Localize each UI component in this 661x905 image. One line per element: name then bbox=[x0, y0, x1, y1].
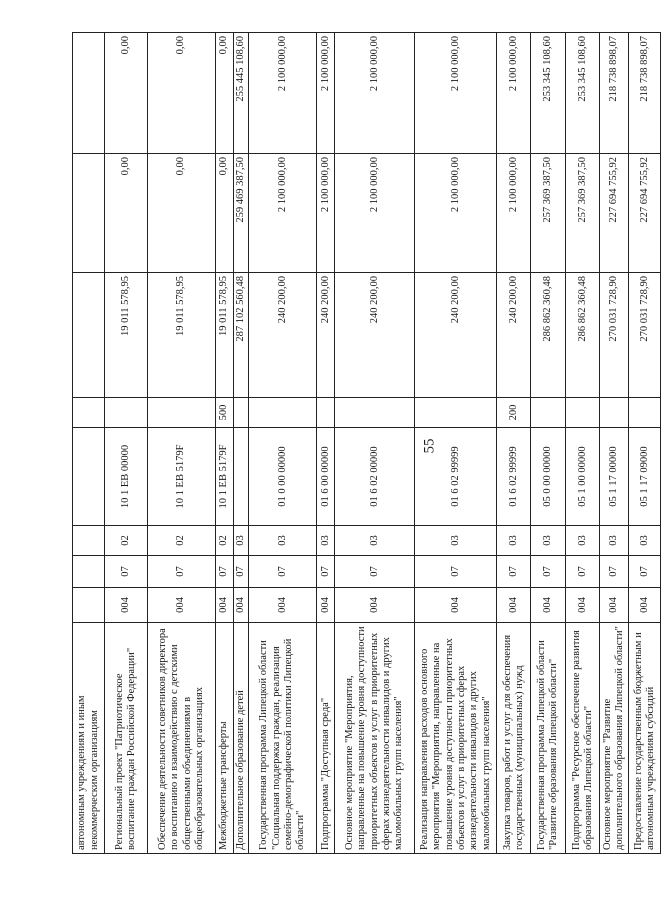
subsection-code: 03 bbox=[249, 526, 317, 556]
expense-type-code: 200 bbox=[497, 398, 531, 428]
subsection-code: 02 bbox=[105, 526, 148, 556]
admin-code: 004 bbox=[335, 588, 415, 623]
amount-year-1 bbox=[73, 273, 105, 398]
subsection-code: 02 bbox=[216, 526, 234, 556]
target-article-code: 01 6 00 00000 bbox=[317, 428, 335, 526]
section-code: 07 bbox=[335, 556, 415, 588]
target-article-code: 01 0 00 00000 bbox=[249, 428, 317, 526]
section-code: 07 bbox=[234, 556, 249, 588]
amount-year-1: 19 011 578,95 bbox=[105, 273, 148, 398]
amount-year-3: 2 100 000,00 bbox=[317, 33, 335, 154]
admin-code: 004 bbox=[317, 588, 335, 623]
amount-year-2: 227 694 755,92 bbox=[600, 154, 629, 273]
admin-code: 004 bbox=[497, 588, 531, 623]
table-row bbox=[234, 33, 249, 854]
amount-year-3: 0,00 bbox=[216, 33, 234, 154]
amount-year-3: 2 100 000,00 bbox=[415, 33, 497, 154]
admin-code: 004 bbox=[566, 588, 600, 623]
amount-year-3: 253 345 108,60 bbox=[531, 33, 566, 154]
target-article-code: 10 1 ЕВ 00000 bbox=[105, 428, 148, 526]
amount-year-1: 240 200,00 bbox=[497, 273, 531, 398]
expense-type-code bbox=[600, 398, 629, 428]
amount-year-1: 240 200,00 bbox=[249, 273, 317, 398]
admin-code: 004 bbox=[148, 588, 216, 623]
target-article-code: 05 1 17 00000 bbox=[600, 428, 629, 526]
target-article-code: 10 1 ЕВ 5179F bbox=[148, 428, 216, 526]
amount-year-3: 218 738 898,07 bbox=[629, 33, 661, 154]
expense-type-code bbox=[629, 398, 661, 428]
target-article-code: 01 6 02 00000 bbox=[335, 428, 415, 526]
section-code: 07 bbox=[531, 556, 566, 588]
subsection-code: 03 bbox=[497, 526, 531, 556]
expense-type-code bbox=[148, 398, 216, 428]
amount-year-3: 2 100 000,00 bbox=[497, 33, 531, 154]
row-name: Предоставление государственным бюджетным и автономным учреждениям субсидий bbox=[629, 623, 661, 854]
expense-type-code bbox=[317, 398, 335, 428]
row-name: автономным учреждениям и иным некоммерческим организациям bbox=[73, 623, 105, 854]
target-article-code bbox=[73, 428, 105, 526]
target-article-code: 01 6 02 99999 bbox=[497, 428, 531, 526]
subsection-code: 03 bbox=[234, 526, 249, 556]
section-code: 07 bbox=[600, 556, 629, 588]
row-name: Государственная программа Липецкой области "Развитие образования Липецкой области" bbox=[531, 623, 566, 854]
row-name: Подпрограмма "Ресурсное обеспечение развития образования Липецкой области" bbox=[566, 623, 600, 854]
row-name: Межбюджетные трансферты bbox=[216, 623, 234, 854]
section-code bbox=[73, 556, 105, 588]
amount-year-3: 255 445 108,60 bbox=[234, 33, 249, 154]
admin-code: 004 bbox=[249, 588, 317, 623]
amount-year-1: 19 011 578,95 bbox=[148, 273, 216, 398]
amount-year-1: 240 200,00 bbox=[415, 273, 497, 398]
row-name: Региональный проект "Патриотическое воспитание граждан Российской Федерации" bbox=[105, 623, 148, 854]
amount-year-2: 227 694 755,92 bbox=[629, 154, 661, 273]
admin-code: 004 bbox=[216, 588, 234, 623]
amount-year-3: 218 738 898,07 bbox=[600, 33, 629, 154]
target-article-code: 05 0 00 00000 bbox=[531, 428, 566, 526]
amount-year-1: 287 102 560,48 bbox=[234, 273, 249, 398]
subsection-code bbox=[73, 526, 105, 556]
row-name: Подпрограмма "Доступная среда" bbox=[317, 623, 335, 854]
admin-code: 004 bbox=[105, 588, 148, 623]
target-article-code: 05 1 17 09000 bbox=[629, 428, 661, 526]
section-code: 07 bbox=[317, 556, 335, 588]
amount-year-1: 286 862 360,48 bbox=[531, 273, 566, 398]
amount-year-3: 0,00 bbox=[105, 33, 148, 154]
target-article-code: 05 1 00 00000 bbox=[566, 428, 600, 526]
section-code: 07 bbox=[216, 556, 234, 588]
subsection-code: 03 bbox=[335, 526, 415, 556]
table-row bbox=[249, 33, 317, 854]
table-row bbox=[629, 33, 661, 854]
target-article-code: 10 1 ЕВ 5179F bbox=[216, 428, 234, 526]
amount-year-2: 2 100 000,00 bbox=[317, 154, 335, 273]
target-article-code: 01 6 02 99999 bbox=[415, 428, 497, 526]
amount-year-2: 2 100 000,00 bbox=[497, 154, 531, 273]
table-row bbox=[148, 33, 216, 854]
table-row bbox=[335, 33, 415, 854]
table-row bbox=[105, 33, 148, 854]
amount-year-1: 19 011 578,95 bbox=[216, 273, 234, 398]
row-name: Реализация направления расходов основного мероприятия "Мероприятия, направленные на повышение уровня доступности приоритетных объектов и услуг в приоритетных сферах жизнедеятельности инвалидов и других маломобильных групп населения" bbox=[415, 623, 497, 854]
expense-type-code bbox=[566, 398, 600, 428]
row-name: Обеспечение деятельности советников директора по воспитанию и взаимодействию с детскими общественными объединениями в общеобразовательных организациях bbox=[148, 623, 216, 854]
amount-year-3: 0,00 bbox=[148, 33, 216, 154]
amount-year-1: 240 200,00 bbox=[317, 273, 335, 398]
amount-year-2: 0,00 bbox=[105, 154, 148, 273]
expense-type-code bbox=[234, 398, 249, 428]
row-name: Государственная программа Липецкой области "Социальная поддержка граждан, реализация семейно-демографической политики Липецкой области" bbox=[249, 623, 317, 854]
row-name: Основное мероприятие "Мероприятия, направленные на повышение уровня доступности приоритетных объектов и услуг в приоритетных сферах жизнедеятельности инвалидов и других маломобильных групп населения" bbox=[335, 623, 415, 854]
expense-type-code bbox=[249, 398, 317, 428]
table-row bbox=[497, 33, 531, 854]
section-code: 07 bbox=[497, 556, 531, 588]
admin-code: 004 bbox=[531, 588, 566, 623]
subsection-code: 03 bbox=[629, 526, 661, 556]
admin-code bbox=[73, 588, 105, 623]
expense-type-code bbox=[73, 398, 105, 428]
section-code: 07 bbox=[566, 556, 600, 588]
subsection-code: 03 bbox=[415, 526, 497, 556]
amount-year-2: 2 100 000,00 bbox=[415, 154, 497, 273]
subsection-code: 03 bbox=[600, 526, 629, 556]
amount-year-3: 2 100 000,00 bbox=[249, 33, 317, 154]
subsection-code: 03 bbox=[317, 526, 335, 556]
table-row bbox=[317, 33, 335, 854]
amount-year-1: 286 862 360,48 bbox=[566, 273, 600, 398]
expense-type-code: 500 bbox=[216, 398, 234, 428]
table-row bbox=[566, 33, 600, 854]
expense-type-code bbox=[531, 398, 566, 428]
section-code: 07 bbox=[148, 556, 216, 588]
table-row bbox=[600, 33, 629, 854]
admin-code: 004 bbox=[629, 588, 661, 623]
amount-year-2: 0,00 bbox=[148, 154, 216, 273]
section-code: 07 bbox=[249, 556, 317, 588]
table-row bbox=[73, 33, 105, 854]
table-row bbox=[216, 33, 234, 854]
admin-code: 004 bbox=[415, 588, 497, 623]
budget-table bbox=[72, 32, 661, 854]
section-code: 07 bbox=[415, 556, 497, 588]
subsection-code: 02 bbox=[148, 526, 216, 556]
amount-year-2: 0,00 bbox=[216, 154, 234, 273]
amount-year-1: 270 031 728,90 bbox=[629, 273, 661, 398]
expense-type-code bbox=[335, 398, 415, 428]
expense-type-code bbox=[105, 398, 148, 428]
amount-year-1: 270 031 728,90 bbox=[600, 273, 629, 398]
admin-code: 004 bbox=[234, 588, 249, 623]
amount-year-2 bbox=[73, 154, 105, 273]
subsection-code: 03 bbox=[566, 526, 600, 556]
amount-year-2: 259 469 387,50 bbox=[234, 154, 249, 273]
table-row bbox=[531, 33, 566, 854]
subsection-code: 03 bbox=[531, 526, 566, 556]
rotated-page-content bbox=[72, 33, 656, 854]
amount-year-3 bbox=[73, 33, 105, 154]
row-name: Основное мероприятие "Развитие дополнительного образования Липецкой области" bbox=[600, 623, 629, 854]
amount-year-2: 2 100 000,00 bbox=[249, 154, 317, 273]
amount-year-2: 257 369 387,50 bbox=[566, 154, 600, 273]
row-name: Закупка товаров, работ и услуг для обеспечения государственных (муниципальных) нужд bbox=[497, 623, 531, 854]
amount-year-1: 240 200,00 bbox=[335, 273, 415, 398]
expense-type-code bbox=[415, 398, 497, 428]
amount-year-3: 253 345 108,60 bbox=[566, 33, 600, 154]
row-name: Дополнительное образование детей bbox=[234, 623, 249, 854]
page-number: 55 bbox=[421, 438, 438, 454]
table-row bbox=[415, 33, 497, 854]
admin-code: 004 bbox=[600, 588, 629, 623]
target-article-code bbox=[234, 428, 249, 526]
section-code: 07 bbox=[629, 556, 661, 588]
amount-year-2: 2 100 000,00 bbox=[335, 154, 415, 273]
section-code: 07 bbox=[105, 556, 148, 588]
amount-year-2: 257 369 387,50 bbox=[531, 154, 566, 273]
amount-year-3: 2 100 000,00 bbox=[335, 33, 415, 154]
